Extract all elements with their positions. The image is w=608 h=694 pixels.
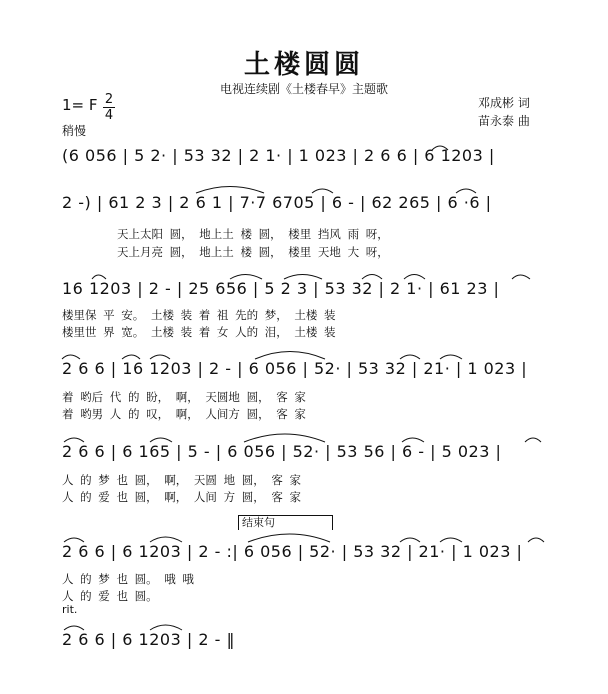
song-subtitle: 电视连续剧《土楼春早》主题歌 [219, 82, 388, 96]
notation-line-5: 2 6 6 | 6 165 | 5 - | 6 056 | 52· | 53 56 | 6 - | 5 023 | [62, 442, 502, 461]
lyrics-line-4a: 着 哟后 代 的 盼， 啊， 天圆地 圆， 客 家 [62, 390, 306, 404]
lyrics-line-6a: 人 的 梦 也 圆。 哦 哦 [62, 572, 194, 586]
meter-top: 2 [104, 92, 114, 107]
lyrics-line-5a: 人 的 梦 也 圆， 啊， 天圆 地 圆， 客 家 [62, 473, 302, 487]
lyrics-line-2b: 天上月亮 圆， 地上土 楼 圆， 楼里 天地 大 呀， [117, 245, 389, 259]
lyricist-credit: 邓成彬 词 [478, 96, 530, 110]
key-signature: 1= F [62, 96, 98, 114]
lyrics-line-3a: 楼里保 平 安。 土楼 装 着 祖 先的 梦， 土楼 装 [62, 308, 336, 322]
song-title: 土楼圆圆 [243, 50, 364, 80]
coda-label: 结束句 [238, 515, 333, 530]
notation-line-1: (6 056 | 5 2· | 53 32 | 2 1· | 1 023 | 2 6 6 | 6 1203 | [62, 146, 495, 165]
ritardando-marking: rit. [62, 603, 78, 616]
meter-bottom: 4 [104, 108, 114, 123]
notation-line-2: 2 -) | 61 2 3 | 2 6 1 | 7·7 6705 | 6 - | 62 265 | 6 ·6 | [62, 193, 492, 212]
notation-line-4: 2 6 6 | 16 1203 | 2 - | 6 056 | 52· | 53 32 | 21· | 1 023 | [62, 359, 528, 378]
lyrics-line-2a: 天上太阳 圆， 地上土 楼 圆， 楼里 挡风 雨 呀， [117, 227, 389, 241]
notation-line-3: 16 1203 | 2 - | 25 656 | 5 2 3 | 53 32 | 2 1· | 61 23 | [62, 279, 500, 298]
tempo-marking: 稍慢 [62, 124, 87, 138]
lyrics-line-5b: 人 的 爱 也 圆， 啊， 人间 方 圆， 客 家 [62, 490, 302, 504]
notation-line-7: 2 6 6 | 6 1203 | 2 - ‖ [62, 630, 235, 649]
lyrics-line-4b: 着 哟男 人 的 叹， 啊， 人间方 圆， 客 家 [62, 407, 306, 421]
composer-credit: 苗永泰 曲 [478, 114, 530, 128]
notation-line-6: 2 6 6 | 6 1203 | 2 - :| 6 056 | 52· | 53 32 | 21· | 1 023 | [62, 542, 523, 561]
lyrics-line-3b: 楼里世 界 宽。 土楼 装 着 女 人的 泪， 土楼 装 [62, 325, 336, 339]
lyrics-line-6b: 人 的 爱 也 圆。 [62, 589, 158, 603]
